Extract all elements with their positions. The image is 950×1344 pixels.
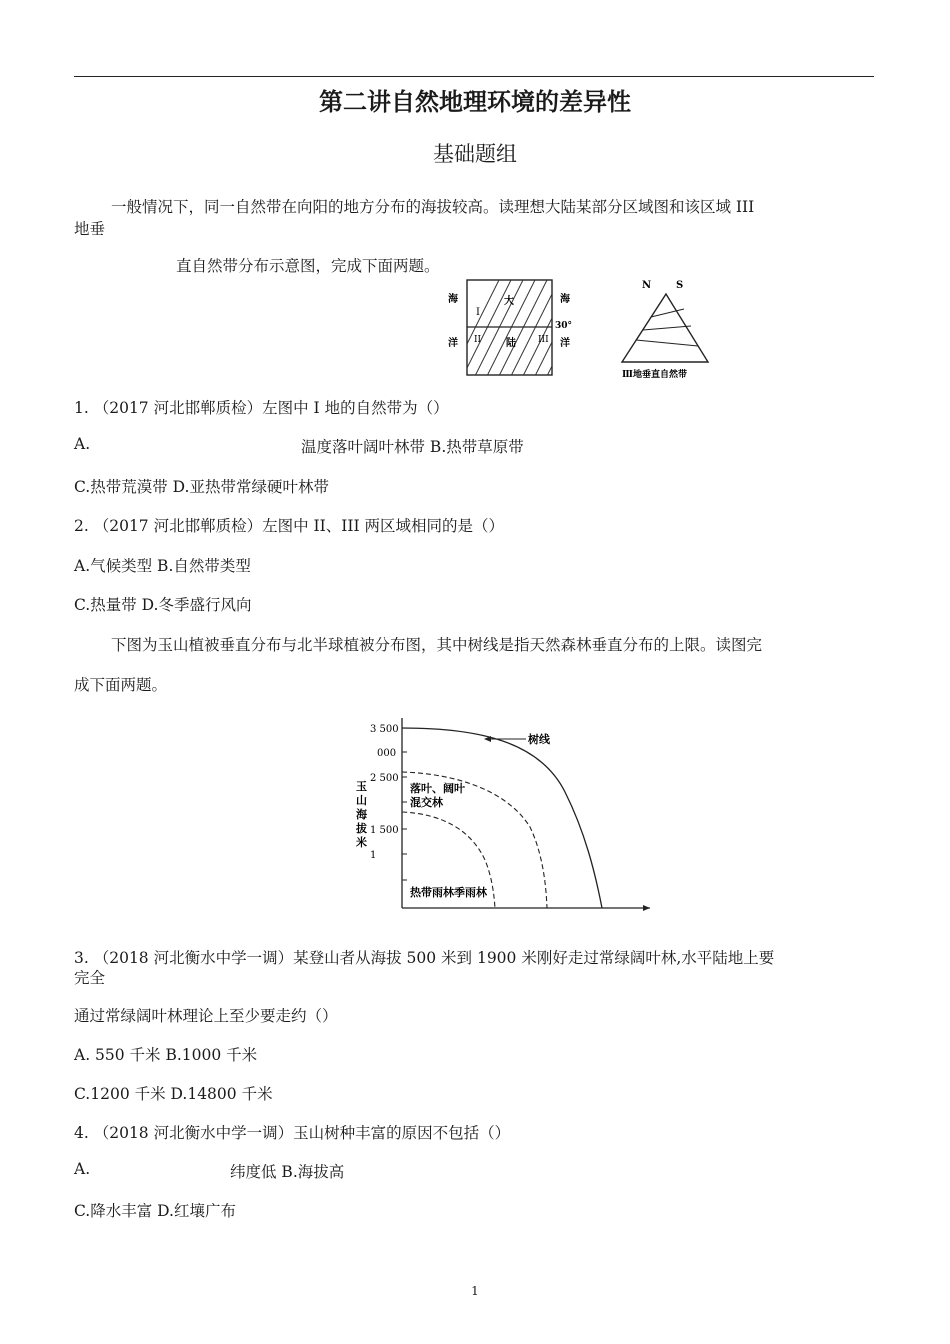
page-number: 1 [471, 1284, 479, 1298]
sea-right-bottom: 洋 [560, 338, 570, 349]
sea-right-top: 海 [560, 294, 570, 305]
south-label: S [676, 280, 684, 291]
continent-label-da: 大 [504, 296, 514, 307]
q4-options-cd: C.降水丰富 D.红壤广布 [74, 1202, 236, 1220]
yushan-vegetation-figure [350, 712, 660, 922]
y-tick-3500: 3 500 [370, 724, 399, 735]
svg-text:海: 海 [356, 808, 367, 821]
mixed-forest-label-1: 落叶、阔叶 [410, 782, 465, 795]
intro1-line2: 地垂 [74, 220, 106, 238]
sea-left-bottom: 洋 [448, 338, 458, 349]
q1-stem: 1. （2017 河北邯郸质检）左图中 I 地的自然带为（） [74, 399, 449, 417]
y-axis-label [355, 779, 368, 849]
intro1-line3: 直自然带分布示意图，完成下面两题。 [176, 257, 440, 275]
north-label: N [642, 280, 652, 291]
intro1-line1: 一般情况下，同一自然带在向阳的地方分布的海拔较高。读理想大陆某部分区域图和该区域 III [111, 198, 755, 216]
q3-stem-line1: 3. （2018 河北衡水中学一调）某登山者从海拔 500 米到 1900 米刚好走过常绿阔叶林,水平陆地上要 [74, 949, 775, 967]
mixed-forest-label-2: 混交林 [410, 796, 443, 809]
region-3-label: III [538, 335, 549, 345]
q3-stem-line3: 通过常绿阔叶林理论上至少要走约（） [74, 1007, 338, 1025]
treeline-label: 树线 [528, 733, 550, 746]
q3-options-cd: C.1200 千米 D.14800 千米 [74, 1085, 273, 1103]
q4-option-a-label: A. [74, 1160, 91, 1178]
q2-options-cd: C.热量带 D.冬季盛行风向 [74, 596, 252, 614]
section-title: 基础题组 [433, 142, 517, 166]
q1-option-a-label: A. [74, 435, 91, 453]
q1-options-cd: C.热带荒漠带 D.亚热带常绿硬叶林带 [74, 478, 329, 496]
header-rule [74, 76, 874, 77]
region-2-label: II [474, 335, 482, 345]
q2-options-ab: A.气候类型 B.自然带类型 [74, 557, 251, 575]
y-tick-2500: 2 500 [370, 773, 399, 784]
q2-stem: 2. （2017 河北邯郸质检）左图中 II、III 两区域相同的是（） [74, 517, 505, 535]
intro2-line1: 下图为玉山植被垂直分布与北半球植被分布图，其中树线是指天然森林垂直分布的上限。读图完 [111, 636, 763, 654]
triangle-caption: Ⅲ地垂直自然带 [622, 370, 687, 380]
svg-text:山: 山 [356, 794, 367, 807]
q3-stem-line2: 完全 [74, 969, 106, 987]
q1-options-ab: 温度落叶阔叶林带 B.热带草原带 [301, 438, 524, 456]
q4-options-ab: 纬度低 B.海拔高 [230, 1163, 345, 1181]
svg-text:玉: 玉 [356, 780, 367, 793]
treeline-curve [402, 728, 602, 908]
page-title: 第二讲自然地理环境的差异性 [319, 88, 631, 116]
sea-left-top: 海 [448, 294, 458, 305]
vertical-zone-figure [618, 276, 714, 386]
latitude-label: 30° [555, 321, 573, 331]
region-1-label: I [476, 307, 480, 318]
continent-label-lu: 陆 [506, 338, 516, 349]
q3-options-ab: A. 550 千米 B.1000 千米 [74, 1046, 258, 1064]
y-tick-3000: 000 [377, 748, 397, 759]
tropical-forest-label: 热带雨林季雨林 [410, 886, 487, 899]
svg-text:米: 米 [356, 836, 367, 849]
svg-text:拔: 拔 [356, 822, 367, 835]
y-tick-1500: 1 500 [370, 825, 399, 836]
region-map-figure [440, 278, 590, 384]
y-tick-1000: 1 [370, 850, 377, 861]
intro2-line2: 成下面两题。 [74, 676, 168, 694]
q4-stem: 4. （2018 河北衡水中学一调）玉山树种丰富的原因不包括（） [74, 1124, 511, 1142]
